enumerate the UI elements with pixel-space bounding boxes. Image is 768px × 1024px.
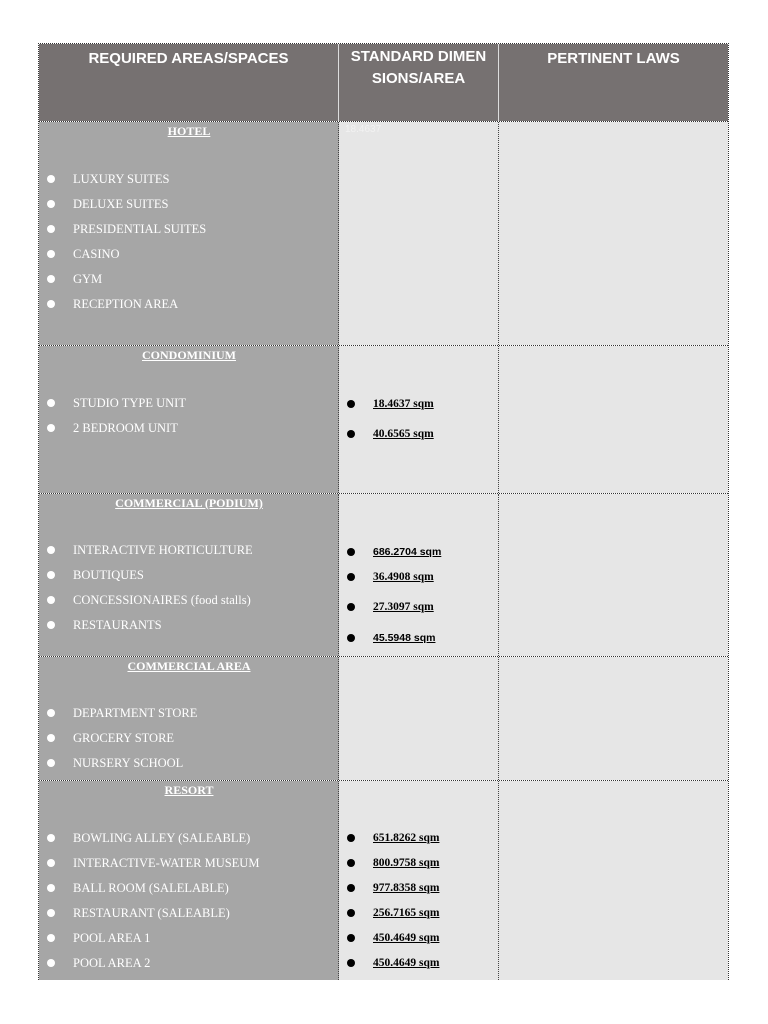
- bullet-icon: [47, 909, 55, 917]
- bullet-icon: [47, 759, 55, 767]
- dimension-item: [339, 425, 499, 450]
- item-label: 450.4649 sqm: [373, 957, 440, 969]
- list-item: [39, 541, 339, 566]
- header-cell-pertinent-laws: [499, 44, 728, 121]
- list-item: [39, 195, 339, 220]
- bullet-icon: [47, 546, 55, 554]
- list-item: [39, 591, 339, 616]
- table-header-row: [39, 44, 728, 122]
- list-item: [39, 616, 339, 641]
- list-item: [39, 879, 339, 904]
- resort-laws-cell: [499, 781, 728, 980]
- list-item: [39, 829, 339, 854]
- list-item: [39, 954, 339, 979]
- item-label: BALL ROOM (SALELABLE): [73, 881, 229, 895]
- bullet-icon: [47, 275, 55, 283]
- item-label: RECEPTION AREA: [73, 297, 179, 311]
- bullet-icon: [47, 200, 55, 208]
- section-row-resort: [39, 781, 728, 980]
- bullet-icon: [347, 959, 355, 967]
- bullet-icon: [47, 734, 55, 742]
- list-item: [39, 170, 339, 195]
- dimension-item: [339, 879, 499, 904]
- bullet-icon: [47, 300, 55, 308]
- bullet-icon: [347, 430, 355, 438]
- section-title-condominium: CONDOMINIUM: [142, 348, 236, 362]
- list-item: [39, 754, 339, 779]
- hotel-ghost-value: 18.4637: [345, 124, 382, 135]
- bullet-icon: [47, 250, 55, 258]
- list-item: [39, 566, 339, 591]
- section-row-condominium: [39, 346, 728, 494]
- bullet-icon: [47, 225, 55, 233]
- bullet-icon: [347, 909, 355, 917]
- bullet-icon: [47, 175, 55, 183]
- list-item: [39, 904, 339, 929]
- list-item: [39, 419, 339, 444]
- item-label: 651.8262 sqm: [373, 832, 440, 844]
- hotel-dimensions-cell: [339, 122, 499, 345]
- bullet-icon: [47, 424, 55, 432]
- bullet-icon: [47, 596, 55, 604]
- item-label: DELUXE SUITES: [73, 197, 169, 211]
- item-label: GYM: [73, 272, 103, 286]
- bullet-icon: [347, 884, 355, 892]
- list-item: [39, 270, 339, 295]
- item-label: 27.3097 sqm: [373, 601, 434, 613]
- dimension-item: [339, 395, 499, 425]
- item-label: 2 BEDROOM UNIT: [73, 421, 178, 435]
- dimension-item: [339, 829, 499, 854]
- condominium-laws-cell: [499, 346, 728, 493]
- bullet-icon: [347, 634, 355, 642]
- dimension-item: [339, 929, 499, 954]
- bullet-icon: [47, 934, 55, 942]
- list-item: [39, 394, 339, 419]
- dimension-item: [339, 568, 499, 598]
- header-cell-required-areas: [39, 44, 339, 121]
- item-label: POOL AREA 2: [73, 956, 151, 970]
- bullet-icon: [47, 834, 55, 842]
- item-label: CONCESSIONAIRES (food stalls): [73, 593, 251, 607]
- bullet-icon: [47, 859, 55, 867]
- item-label: 40.6565 sqm: [373, 428, 434, 440]
- item-label: POOL AREA 1: [73, 931, 151, 945]
- item-label: 18.4637 sqm: [373, 398, 434, 410]
- list-item: [39, 295, 339, 320]
- item-label: RESTAURANT (SALEABLE): [73, 906, 230, 920]
- item-label: NURSERY SCHOOL: [73, 756, 184, 770]
- bullet-icon: [47, 959, 55, 967]
- section-row-hotel: [39, 122, 728, 346]
- resort-items: [39, 829, 339, 979]
- commercial-podium-items: [39, 541, 339, 641]
- header-standard-dimensions: STANDARD DIMENSIONS/AREA: [350, 48, 487, 87]
- item-label: 686.2704 sqm: [373, 546, 442, 558]
- item-label: 45.5948 sqm: [373, 632, 436, 644]
- section-title-commercial-podium: COMMERCIAL (PODIUM): [115, 496, 263, 510]
- list-item: [39, 729, 339, 754]
- dimension-item: [339, 954, 499, 979]
- list-item: [39, 704, 339, 729]
- dimension-item: [339, 543, 499, 568]
- item-label: 256.7165 sqm: [373, 907, 440, 919]
- resort-dims: [339, 829, 499, 979]
- commercial-area-dimensions-cell: [339, 657, 499, 780]
- section-row-commercial-area: [39, 657, 728, 781]
- dimension-item: [339, 598, 499, 629]
- item-label: 36.4908 sqm: [373, 571, 434, 583]
- dimension-item: [339, 904, 499, 929]
- commercial-podium-laws-cell: [499, 494, 728, 656]
- header-cell-standard-dimensions: [339, 44, 499, 121]
- commercial-area-items: [39, 704, 339, 779]
- item-label: INTERACTIVE HORTICULTURE: [73, 543, 253, 557]
- section-row-commercial-podium: [39, 494, 728, 657]
- bullet-icon: [47, 571, 55, 579]
- item-label: LUXURY SUITES: [73, 172, 170, 186]
- list-item: [39, 929, 339, 954]
- dimension-item: [339, 629, 499, 654]
- bullet-icon: [47, 399, 55, 407]
- item-label: INTERACTIVE-WATER MUSEUM: [73, 856, 260, 870]
- bullet-icon: [47, 621, 55, 629]
- section-title-resort: RESORT: [164, 783, 214, 797]
- bullet-icon: [347, 548, 355, 556]
- list-item: [39, 245, 339, 270]
- condominium-items: [39, 394, 339, 444]
- list-item: [39, 220, 339, 245]
- item-label: CASINO: [73, 247, 120, 261]
- bullet-icon: [347, 400, 355, 408]
- header-pertinent-laws: PERTINENT LAWS: [547, 50, 680, 67]
- areas-table: [38, 43, 729, 980]
- hotel-laws-cell: [499, 122, 728, 345]
- header-required-areas: REQUIRED AREAS/SPACES: [88, 50, 289, 67]
- section-title-commercial-area: COMMERCIAL AREA: [127, 659, 251, 673]
- commercial-podium-dims: [339, 543, 499, 654]
- bullet-icon: [47, 709, 55, 717]
- bullet-icon: [347, 934, 355, 942]
- item-label: 450.4649 sqm: [373, 932, 440, 944]
- bullet-icon: [347, 859, 355, 867]
- bullet-icon: [347, 603, 355, 611]
- item-label: STUDIO TYPE UNIT: [73, 396, 186, 410]
- item-label: BOUTIQUES: [73, 568, 144, 582]
- bullet-icon: [47, 884, 55, 892]
- item-label: PRESIDENTIAL SUITES: [73, 222, 207, 236]
- hotel-items: [39, 170, 339, 320]
- condominium-dims: [339, 395, 499, 450]
- item-label: 800.9758 sqm: [373, 857, 440, 869]
- item-label: RESTAURANTS: [73, 618, 162, 632]
- bullet-icon: [347, 834, 355, 842]
- item-label: GROCERY STORE: [73, 731, 175, 745]
- list-item: [39, 854, 339, 879]
- bullet-icon: [347, 573, 355, 581]
- section-title-hotel: HOTEL: [167, 124, 211, 138]
- dimension-item: [339, 854, 499, 879]
- item-label: 977.8358 sqm: [373, 882, 440, 894]
- item-label: DEPARTMENT STORE: [73, 706, 198, 720]
- commercial-area-laws-cell: [499, 657, 728, 780]
- item-label: BOWLING ALLEY (SALEABLE): [73, 831, 251, 845]
